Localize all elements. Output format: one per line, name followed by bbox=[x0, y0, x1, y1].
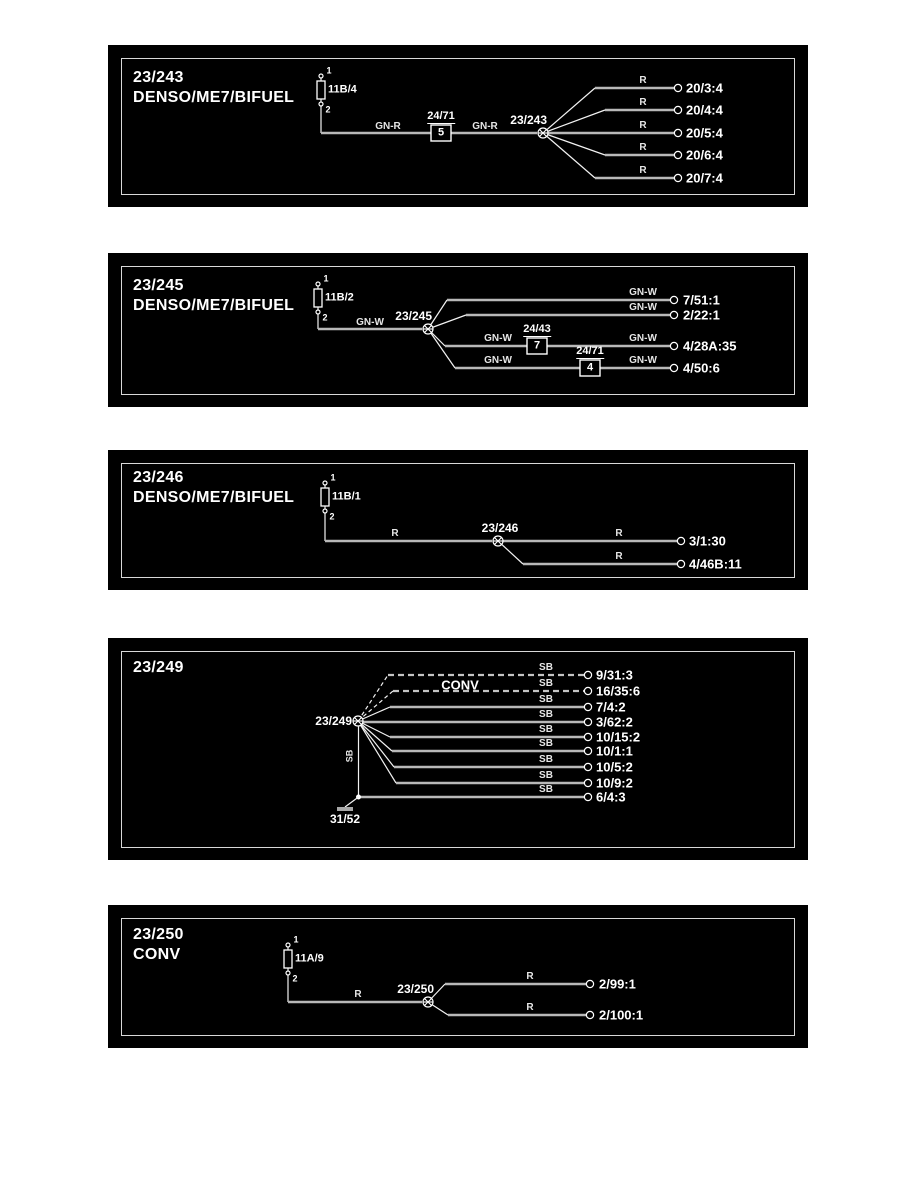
wire-color-label: SB bbox=[539, 694, 553, 705]
branch-diagonal bbox=[428, 315, 466, 329]
wire-color-label: GN-W bbox=[484, 355, 512, 366]
terminal-label: 16/35:6 bbox=[596, 683, 641, 699]
splice-id-label: 23/250 bbox=[397, 982, 434, 996]
terminal-icon bbox=[670, 342, 677, 349]
terminal-icon bbox=[674, 84, 681, 91]
terminal-label: 10/9:2 bbox=[596, 775, 633, 791]
terminal-icon bbox=[584, 733, 591, 740]
panel-title-line: 23/245 bbox=[133, 277, 184, 294]
splice-id-label: 23/249 bbox=[315, 714, 352, 728]
terminal-label: 2/100:1 bbox=[599, 1007, 644, 1023]
wire-color-label: R bbox=[526, 971, 534, 982]
fuse-id-label: 11B/4 bbox=[328, 83, 357, 96]
conv-label: CONV bbox=[441, 677, 479, 693]
wire-color-label: GN-W bbox=[484, 333, 512, 344]
splice-icon bbox=[423, 997, 433, 1007]
terminal-label: 20/4:4 bbox=[686, 102, 723, 118]
terminal-label: 3/62:2 bbox=[596, 714, 633, 730]
wire-color-label: SB bbox=[539, 738, 553, 749]
wire-color-label: R bbox=[639, 97, 647, 108]
panel-title-line: DENSO/ME7/BIFUEL bbox=[133, 489, 295, 506]
terminal-icon bbox=[674, 129, 681, 136]
splice-icon bbox=[538, 128, 548, 138]
terminal-label: 10/1:1 bbox=[596, 743, 633, 759]
fuse-pin-bottom-label: 2 bbox=[292, 973, 298, 984]
wiring-panel-23-250 bbox=[108, 905, 808, 1048]
wiring-panel-23-249 bbox=[108, 638, 808, 860]
wire-color-label: SB bbox=[539, 662, 553, 673]
terminal-label: 20/5:4 bbox=[686, 125, 723, 141]
wire-color-label: R bbox=[639, 142, 647, 153]
terminal-icon bbox=[670, 364, 677, 371]
branch-diagonal bbox=[543, 133, 595, 178]
panel-title-line: 23/250 bbox=[133, 926, 184, 943]
branch-diagonal bbox=[358, 691, 393, 721]
wire-color-label: R bbox=[615, 551, 623, 562]
wire-color-label: GN-W bbox=[629, 355, 657, 366]
connector-id-label: 24/43 bbox=[523, 323, 551, 335]
terminal-label: 4/28A:35 bbox=[683, 338, 737, 354]
panel-title-line: CONV bbox=[133, 946, 181, 963]
wire-color-label: GN-W bbox=[356, 317, 384, 328]
connector-pin-label: 4 bbox=[586, 361, 594, 374]
fuse-pin-top-label: 1 bbox=[293, 934, 299, 945]
terminal-label: 2/99:1 bbox=[599, 976, 636, 992]
terminal-label: 10/5:2 bbox=[596, 759, 633, 775]
terminal-icon bbox=[584, 718, 591, 725]
wire-color-label: R bbox=[639, 120, 647, 131]
wire-color-label: SB bbox=[539, 784, 553, 795]
splice-id-label: 23/243 bbox=[510, 113, 547, 127]
terminal-label: 7/4:2 bbox=[596, 699, 626, 715]
wire-color-label: GN-R bbox=[472, 121, 498, 132]
terminal-icon bbox=[674, 174, 681, 181]
terminal-icon bbox=[670, 311, 677, 318]
terminal-icon bbox=[586, 1011, 593, 1018]
fuse-pin-top-label: 1 bbox=[326, 65, 332, 76]
panel-title-line: DENSO/ME7/BIFUEL bbox=[133, 297, 295, 314]
fuse-pin-top-label: 1 bbox=[323, 273, 329, 284]
wiring-panel-23-243 bbox=[108, 45, 808, 207]
fuse-pin-top-label: 1 bbox=[330, 472, 336, 483]
wire-line bbox=[345, 797, 359, 807]
wiring-panel-23-245 bbox=[108, 253, 808, 407]
terminal-label: 4/50:6 bbox=[683, 360, 720, 376]
branch-diagonal bbox=[428, 329, 455, 368]
wire-color-label: SB bbox=[539, 724, 553, 735]
splice-icon bbox=[353, 716, 363, 726]
terminal-icon bbox=[584, 671, 591, 678]
wire-color-label: R bbox=[354, 989, 362, 1000]
branch-diagonal bbox=[543, 88, 595, 133]
ground-icon bbox=[337, 807, 353, 811]
connector-pin-label: 7 bbox=[533, 339, 541, 352]
terminal-icon bbox=[584, 687, 591, 694]
terminal-icon bbox=[670, 296, 677, 303]
connector-id-label: 24/71 bbox=[576, 345, 604, 357]
ground-id-label: 31/52 bbox=[329, 812, 361, 826]
wire-color-label: R bbox=[639, 165, 647, 176]
terminal-icon bbox=[584, 763, 591, 770]
terminal-label: 4/46B:11 bbox=[689, 556, 742, 572]
panel-title-line: 23/249 bbox=[133, 659, 184, 676]
terminal-icon bbox=[584, 779, 591, 786]
terminal-icon bbox=[584, 747, 591, 754]
terminal-icon bbox=[674, 106, 681, 113]
wire-color-label: GN-W bbox=[629, 287, 657, 298]
wire-color-label: SB bbox=[539, 770, 553, 781]
branch-diagonal bbox=[543, 110, 605, 133]
terminal-icon bbox=[584, 793, 591, 800]
fuse-id-label: 11B/1 bbox=[332, 490, 361, 503]
panel-title-line: DENSO/ME7/BIFUEL bbox=[133, 89, 295, 106]
wire-color-label: R bbox=[615, 528, 623, 539]
wire-color-label: SB bbox=[539, 709, 553, 720]
terminal-label: 2/22:1 bbox=[683, 307, 720, 323]
terminal-icon bbox=[584, 703, 591, 710]
connector-id-label: 24/71 bbox=[427, 110, 455, 122]
wiring-panel-23-246 bbox=[108, 450, 808, 590]
wire-color-label: GN-R bbox=[375, 121, 401, 132]
terminal-icon bbox=[677, 537, 684, 544]
branch-diagonal bbox=[358, 721, 394, 767]
splice-icon bbox=[493, 536, 503, 546]
terminal-icon bbox=[677, 560, 684, 567]
fuse-pin-bottom-label: 2 bbox=[322, 312, 328, 323]
terminal-label: 20/6:4 bbox=[686, 147, 723, 163]
wire-color-label: SB bbox=[344, 749, 355, 763]
fuse-pin-bottom-label: 2 bbox=[329, 511, 335, 522]
fuse-pin-bottom-label: 2 bbox=[325, 104, 331, 115]
terminal-label: 10/15:2 bbox=[596, 729, 641, 745]
terminal-label: 7/51:1 bbox=[683, 292, 720, 308]
wire-color-label: SB bbox=[539, 754, 553, 765]
terminal-label: 20/3:4 bbox=[686, 80, 723, 96]
terminal-label: 20/7:4 bbox=[686, 170, 723, 186]
wire-color-label: SB bbox=[539, 678, 553, 689]
wire-color-label: R bbox=[526, 1002, 534, 1013]
panel-title-line: 23/246 bbox=[133, 469, 184, 486]
terminal-label: 9/31:3 bbox=[596, 667, 633, 683]
splice-icon bbox=[423, 324, 433, 334]
splice-id-label: 23/246 bbox=[481, 521, 519, 535]
fuse-id-label: 11A/9 bbox=[295, 952, 324, 965]
terminal-icon bbox=[586, 980, 593, 987]
terminal-label: 3/1:30 bbox=[689, 533, 726, 549]
wire-color-label: GN-W bbox=[629, 302, 657, 313]
fuse-id-label: 11B/2 bbox=[325, 291, 354, 304]
wire-color-label: GN-W bbox=[629, 333, 657, 344]
connector-pin-label: 5 bbox=[437, 126, 445, 139]
wire-color-label: R bbox=[391, 528, 399, 539]
wire-color-label: R bbox=[639, 75, 647, 86]
terminal-label: 6/4:3 bbox=[596, 789, 626, 805]
branch-diagonal bbox=[543, 133, 605, 155]
panel-title-line: 23/243 bbox=[133, 69, 184, 86]
splice-id-label: 23/245 bbox=[395, 309, 432, 323]
terminal-icon bbox=[674, 151, 681, 158]
